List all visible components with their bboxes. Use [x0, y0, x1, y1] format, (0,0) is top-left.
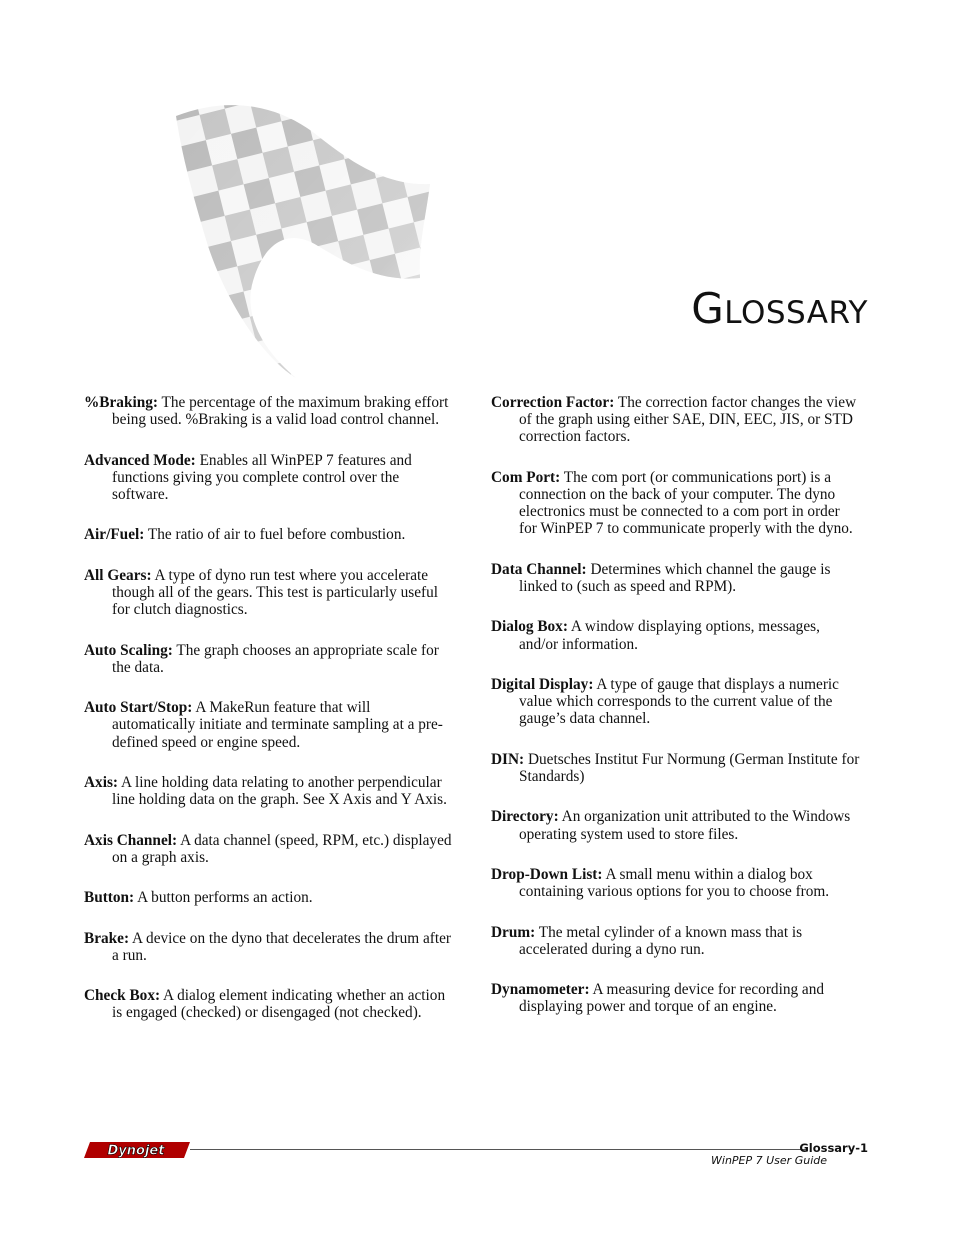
glossary-definition: A measuring device for recording and displaying power and torque of an engine.	[519, 981, 825, 1016]
glossary-term: Correction Factor:	[491, 394, 615, 411]
glossary-entry	[491, 469, 861, 538]
glossary-term: Axis:	[84, 773, 118, 791]
glossary-term: Advanced Mode:	[84, 451, 196, 469]
glossary-term: Axis Channel:	[84, 831, 178, 849]
glossary-definition: A button performs an action.	[137, 889, 313, 907]
glossary-entry	[491, 808, 861, 842]
page-title-rest: LOSSARY	[724, 295, 868, 332]
glossary-term: Button:	[84, 889, 135, 907]
glossary-definition: Enables all WinPEP 7 features and functions giving you complete control over the software.	[112, 451, 412, 503]
glossary-term: Brake:	[84, 929, 130, 947]
glossary-definition: A dialog element indicating whether an action is engaged (checked) or disengaged (not checked).	[112, 987, 446, 1022]
glossary-entry	[84, 987, 454, 1021]
footer-page-number: Glossary-1	[799, 1141, 868, 1155]
glossary-definition: An organization unit attributed to the Windows operating system used to store files.	[519, 808, 851, 843]
glossary-entry	[84, 452, 454, 504]
footer-rule	[190, 1149, 806, 1150]
glossary-entry	[84, 774, 454, 808]
glossary-definition: A type of gauge that displays a numeric value which corresponds to the current value of the gauge’s data channel.	[519, 675, 839, 728]
glossary-entry	[84, 642, 454, 676]
glossary-definition: Determines which channel the gauge is linked to (such as speed and RPM).	[519, 560, 831, 595]
glossary-definition: The metal cylinder of a known mass that is accelerated during a dyno run.	[519, 923, 803, 958]
glossary-definition: The correction factor changes the view of the graph using either SAE, DIN, EEC, JIS, or STD correction factors.	[519, 394, 857, 446]
glossary-entry	[491, 394, 861, 446]
glossary-term: Air/Fuel:	[84, 526, 145, 544]
glossary-definition: A MakeRun feature that will automatically initiate and terminate sampling at a pre-defined speed or engine speed.	[112, 699, 443, 751]
glossary-definition: The graph chooses an appropriate scale for the data.	[112, 641, 439, 676]
glossary-term: Auto Start/Stop:	[84, 699, 193, 717]
glossary-column-left	[84, 394, 454, 1045]
glossary-entry	[491, 751, 861, 785]
glossary-definition: A type of dyno run test where you accelerate though all of the gears. This test is particularly useful for clutch diagnostics.	[112, 566, 438, 619]
page-title-initial: G	[691, 284, 725, 334]
checkered-flag-image	[168, 96, 438, 381]
glossary-definition: A data channel (speed, RPM, etc.) displayed on a graph axis.	[112, 831, 452, 866]
glossary-term: Dialog Box:	[491, 618, 568, 636]
glossary-entry	[84, 526, 454, 543]
glossary-term: Drum:	[491, 923, 536, 941]
glossary-definition: A small menu within a dialog box containing various options for you to choose from.	[519, 865, 830, 901]
glossary-entry	[491, 561, 861, 595]
glossary-definition: The ratio of air to fuel before combustion.	[147, 526, 406, 544]
glossary-definition: The percentage of the maximum braking effort being used. %Braking is a valid load control channel.	[112, 394, 449, 429]
glossary-entry	[491, 676, 861, 728]
svg-text:Dynojet: Dynojet	[107, 1143, 165, 1159]
glossary-term: Auto Scaling:	[84, 641, 173, 659]
dynojet-logo	[84, 1141, 190, 1159]
glossary-entry	[84, 930, 454, 964]
glossary-definition: A window displaying options, messages, and/or information.	[519, 618, 820, 653]
glossary-entry	[491, 981, 861, 1015]
glossary-entry	[491, 924, 861, 958]
glossary-entry	[84, 889, 454, 906]
glossary-definition: A line holding data relating to another perpendicular line holding data on the graph. See X Axis and Y Axis.	[112, 773, 447, 809]
glossary-definition: A device on the dyno that decelerates the drum after a run.	[112, 929, 452, 964]
glossary-definition: Duetsches Institut Fur Normung (German Institute for Standards)	[519, 750, 860, 785]
page-title	[691, 284, 868, 333]
glossary-entry	[491, 866, 861, 900]
glossary-entry	[84, 832, 454, 866]
glossary-definition: The com port (or communications port) is a connection on the back of your computer. The dyno electronics must be connected to a com port in order for WinPEP 7 to communicate properly with the dyno.	[519, 468, 853, 538]
glossary-term: Directory:	[491, 808, 559, 826]
glossary-column-right	[491, 394, 861, 1039]
glossary-term: Digital Display:	[491, 675, 594, 693]
glossary-entry	[491, 618, 861, 652]
footer-guide-title: WinPEP 7 User Guide	[711, 1154, 827, 1167]
glossary-term: Data Channel:	[491, 560, 587, 578]
glossary-term: Drop-Down List:	[491, 865, 603, 883]
glossary-entry	[84, 699, 454, 751]
glossary-term: Check Box:	[84, 987, 161, 1005]
glossary-term: Dynamometer:	[491, 981, 590, 999]
glossary-term: %Braking:	[84, 394, 158, 411]
glossary-entry	[84, 394, 454, 428]
glossary-term: DIN:	[491, 750, 525, 768]
glossary-term: All Gears:	[84, 566, 152, 584]
glossary-term: Com Port:	[491, 468, 561, 486]
glossary-entry	[84, 567, 454, 619]
